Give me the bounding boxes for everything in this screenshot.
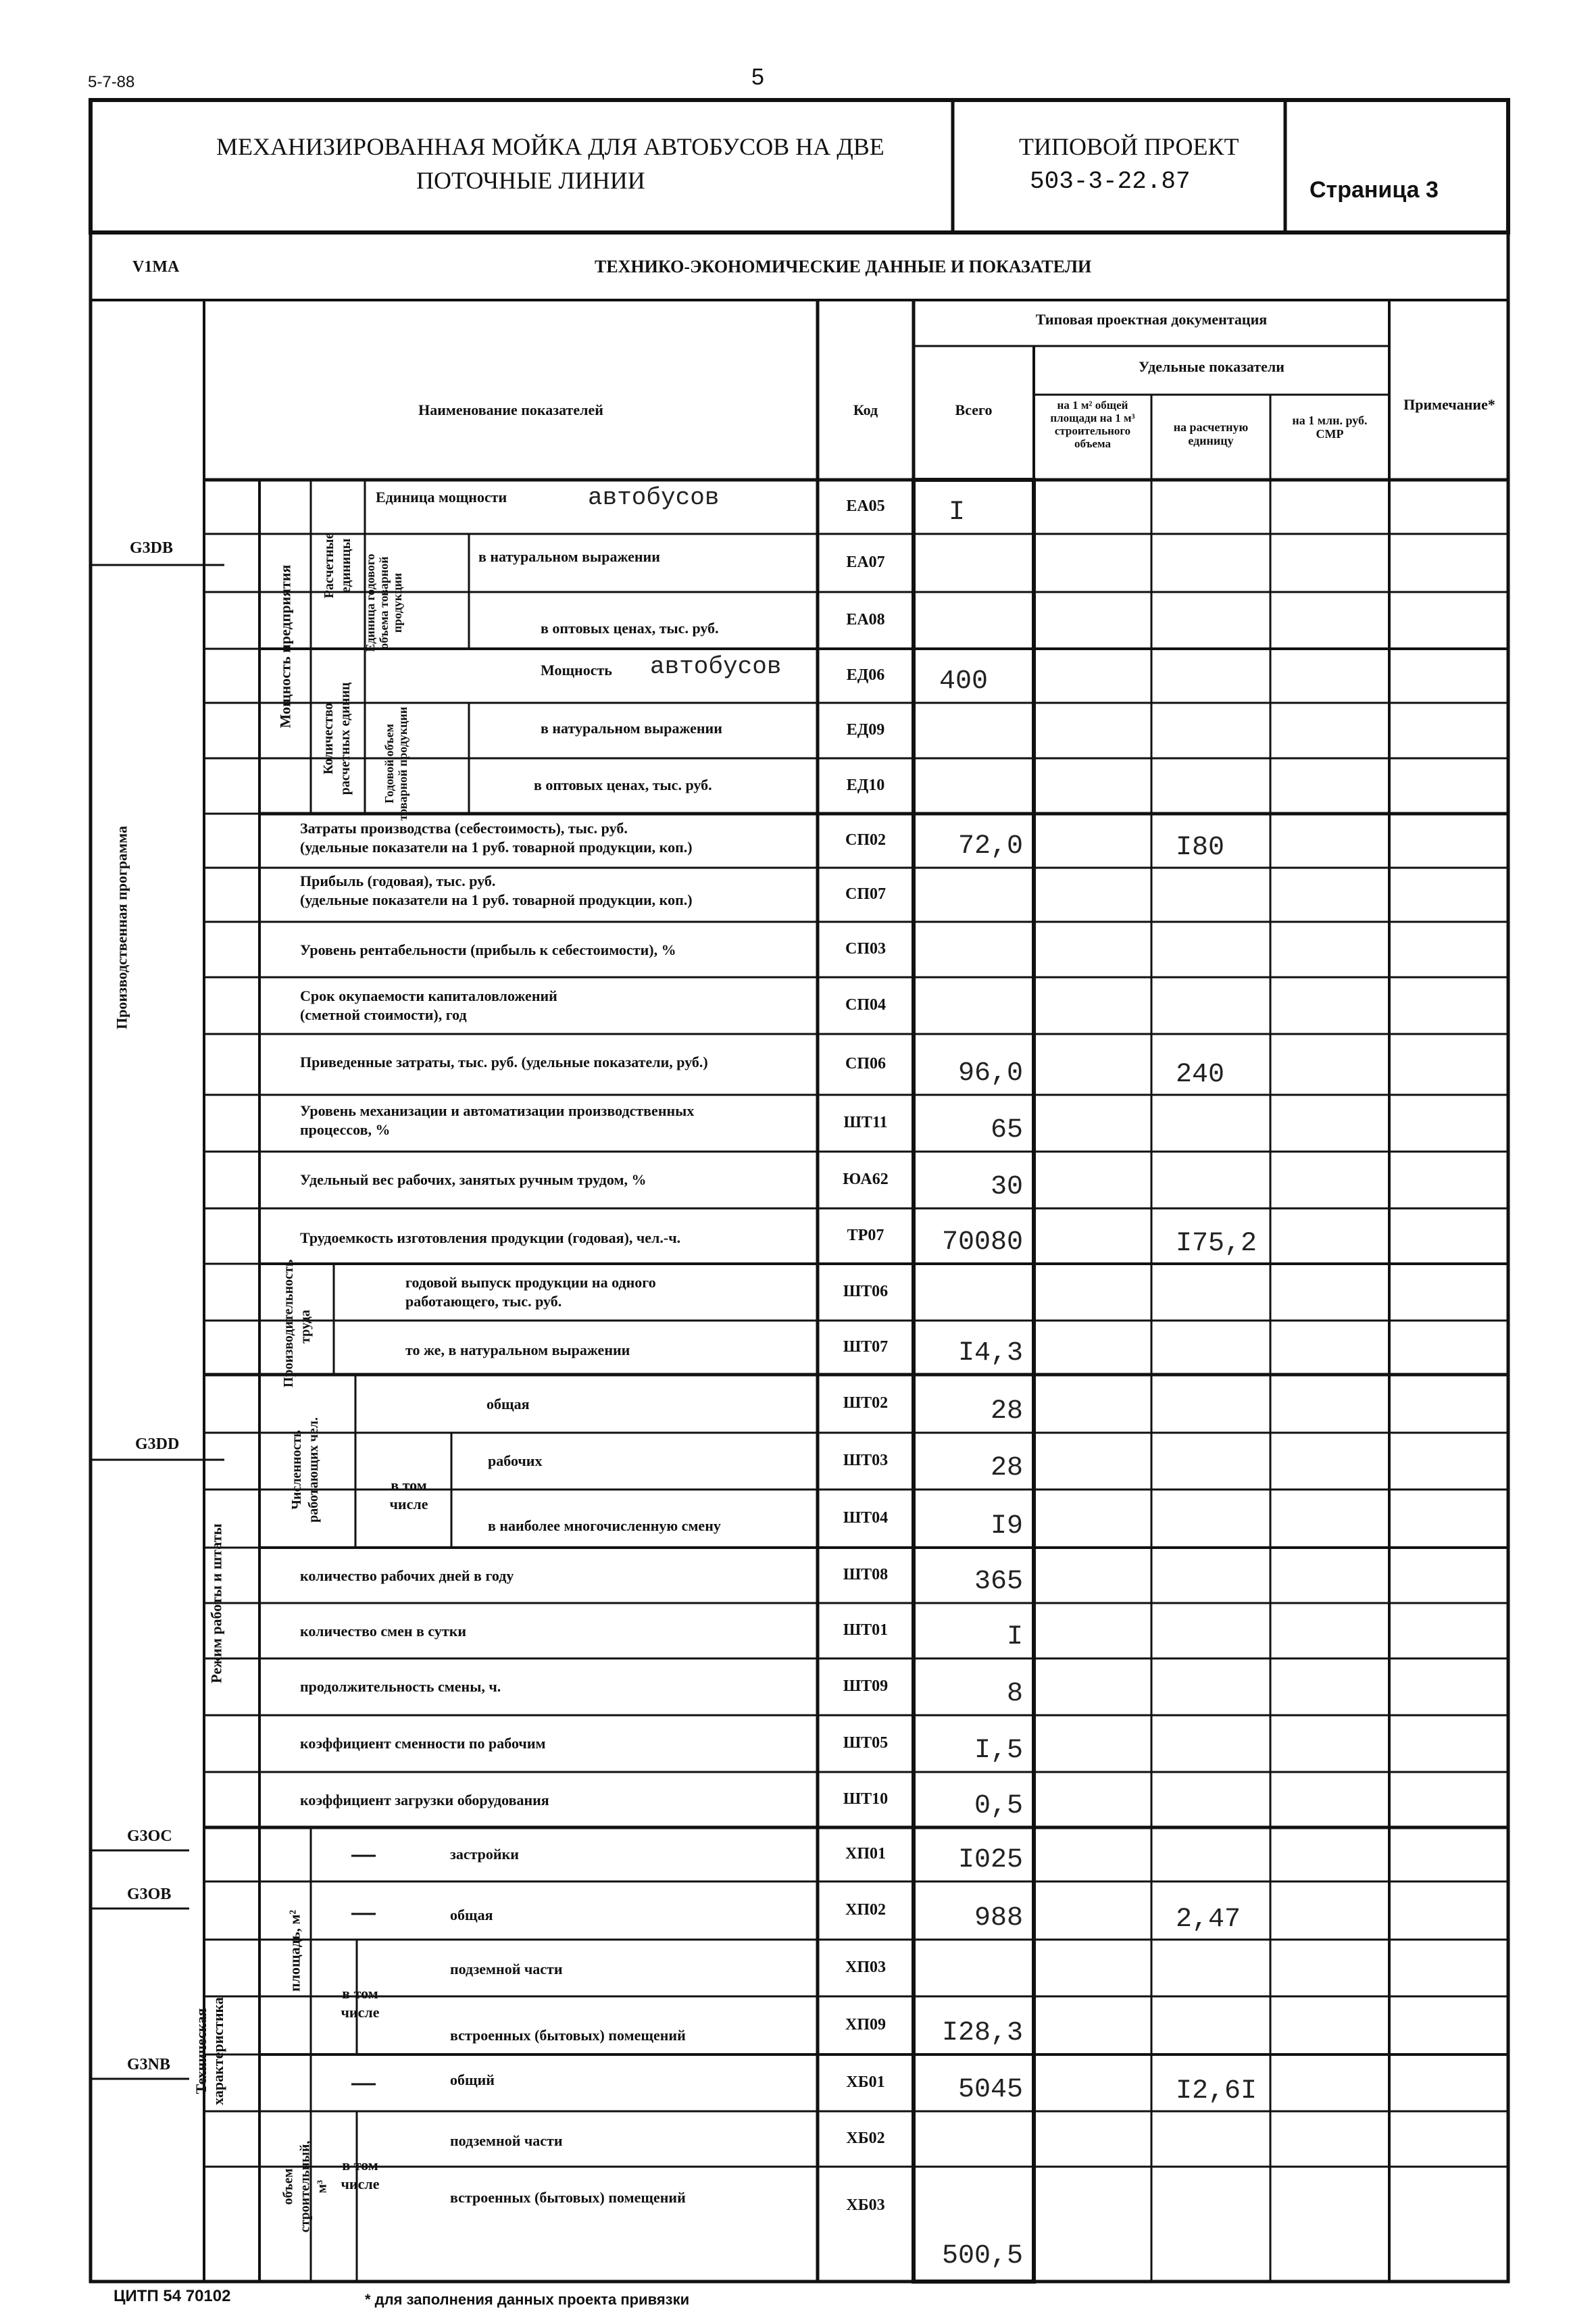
row-label: коэффициент загрузки оборудования bbox=[300, 1792, 549, 1808]
row-code: ТР07 bbox=[847, 1227, 884, 1244]
row-total-value: I,5 bbox=[974, 1736, 1023, 1766]
row-total-value: 5045 bbox=[957, 2075, 1023, 2105]
footer-note: * для заполнения данных проекта привязки bbox=[365, 2291, 690, 2308]
row-code: ШТ05 bbox=[843, 1734, 889, 1752]
group-calc-units-count: Количество расчетных единиц bbox=[321, 682, 353, 795]
row-total-value: I025 bbox=[957, 1845, 1023, 1875]
row-label: годовой выпуск продукции на одного bbox=[405, 1274, 656, 1291]
group-capacity: Мощность предприятия bbox=[276, 564, 294, 729]
row-label: в оптовых ценах, тыс. руб. bbox=[534, 777, 712, 793]
row-code: ШТ11 bbox=[843, 1114, 888, 1131]
title-line-1: МЕХАНИЗИРОВАННАЯ МОЙКА ДЛЯ АВТОБУСОВ НА ДВЕ bbox=[216, 133, 884, 160]
row-label: подземной части bbox=[450, 1961, 563, 1977]
row-code: СП02 bbox=[845, 831, 886, 849]
row-code: ШТ03 bbox=[843, 1452, 889, 1469]
row-per-unit-value: I80 bbox=[1176, 833, 1225, 863]
row-label: Прибыль (годовая), тыс. руб. bbox=[300, 872, 496, 889]
col-per-mln-header: на 1 млн. руб. СМР bbox=[1292, 414, 1368, 441]
col-total-header: Всего bbox=[955, 401, 993, 418]
col-per-unit-header: на расчетную единицу bbox=[1173, 420, 1249, 447]
row-label-continued: работающего, тыс. руб. bbox=[405, 1293, 562, 1310]
row-label: продолжительность смены, ч. bbox=[300, 1678, 501, 1695]
row-label: количество смен в сутки bbox=[300, 1623, 467, 1640]
group-annual-output-vol: Годовой объем товарной продукции bbox=[382, 706, 409, 821]
row-per-unit-value: 240 bbox=[1176, 1060, 1225, 1090]
row-total-value: 500,5 bbox=[941, 2241, 1023, 2271]
group-staff-count: Численность работающих чел. bbox=[289, 1417, 321, 1523]
row-label: общая bbox=[450, 1906, 493, 1923]
row-total-value: I4,3 bbox=[957, 1338, 1023, 1369]
row-total-value: 0,5 bbox=[974, 1791, 1023, 1821]
row-handwritten-unit: автобусов bbox=[588, 484, 720, 512]
group-tech-char: Техническая характеристика bbox=[193, 1997, 226, 2105]
row-total-value: 28 bbox=[990, 1453, 1023, 1483]
project-type: ТИПОВОЙ ПРОЕКТ bbox=[1019, 133, 1239, 160]
row-code: СП07 bbox=[845, 885, 886, 903]
group-labor-productivity: Производительность труда bbox=[281, 1259, 313, 1387]
page-number: 5 bbox=[751, 64, 764, 90]
row-label-continued: (удельные показатели на 1 руб. товарной продукции, коп.) bbox=[300, 891, 693, 908]
row-code: ХБ01 bbox=[846, 2073, 885, 2091]
row-label: Затраты производства (себестоимость), тыс. руб. bbox=[300, 820, 628, 837]
row-label: общий bbox=[450, 2071, 495, 2088]
row-code: ХП02 bbox=[845, 1901, 886, 1919]
row-label: рабочих bbox=[488, 1452, 543, 1469]
row-code: ШТ02 bbox=[843, 1394, 889, 1412]
row-label: Удельный вес рабочих, занятых ручным трудом, % bbox=[300, 1171, 647, 1188]
row-label: общая bbox=[487, 1396, 530, 1412]
row-code: ЕА08 bbox=[846, 611, 885, 629]
title-line-2: ПОТОЧНЫЕ ЛИНИИ bbox=[416, 167, 645, 194]
col-specific-header: Удельные показатели bbox=[1139, 358, 1285, 375]
row-total-value: 96,0 bbox=[957, 1058, 1023, 1089]
row-total-value: 65 bbox=[990, 1115, 1023, 1146]
row-label: Приведенные затраты, тыс. руб. (удельные показатели, руб.) bbox=[300, 1054, 708, 1070]
including-staff: в том числе bbox=[389, 1477, 428, 1512]
side-code-g3nb: G3NB bbox=[127, 2056, 171, 2073]
row-label: застройки bbox=[450, 1846, 519, 1863]
row-code: ШТ04 bbox=[843, 1509, 889, 1527]
row-code: ЕД10 bbox=[846, 777, 885, 794]
row-label: Уровень механизации и автоматизации производственных bbox=[300, 1102, 695, 1119]
row-total-value: 400 bbox=[939, 666, 989, 697]
row-code: СП04 bbox=[845, 996, 886, 1014]
row-code: ШТ10 bbox=[843, 1790, 889, 1808]
group-calc-units: Расчетные единицы bbox=[322, 533, 353, 599]
row-code: ХБ02 bbox=[846, 2130, 885, 2147]
row-code: ШТ07 bbox=[843, 1338, 889, 1356]
row-label-continued: (удельные показатели на 1 руб. товарной продукции, коп.) bbox=[300, 839, 693, 856]
col-per-m2-header: на 1 м² общей площади на 1 м³ строительного объема bbox=[1050, 399, 1135, 450]
row-code: ХП03 bbox=[845, 1959, 886, 1976]
group-volume: объем строительный, м³ bbox=[280, 2140, 330, 2233]
row-code: ЕД06 bbox=[846, 666, 885, 684]
row-label: коэффициент сменности по рабочим bbox=[300, 1735, 546, 1752]
col-typical-header: Типовая проектная документация bbox=[1035, 311, 1268, 328]
side-code-g3db: G3DB bbox=[130, 539, 174, 557]
side-code-g3dd: G3DD bbox=[135, 1435, 180, 1453]
row-label: в натуральном выражении bbox=[541, 720, 722, 737]
row-label-continued: (сметной стоимости), год bbox=[300, 1006, 467, 1023]
group-production-program: Производственная программа bbox=[113, 825, 130, 1030]
row-total-value: 72,0 bbox=[957, 831, 1023, 862]
row-total-value: I28,3 bbox=[941, 2018, 1023, 2048]
row-code: ЕА05 bbox=[846, 497, 885, 515]
row-label: Уровень рентабельности (прибыль к себестоимости), % bbox=[300, 941, 676, 958]
row-per-unit-value: I75,2 bbox=[1176, 1229, 1257, 1259]
row-label: в оптовых ценах, тыс. руб. bbox=[541, 620, 719, 637]
row-label: в натуральном выражении bbox=[478, 548, 660, 565]
row-code: ШТ01 bbox=[843, 1621, 889, 1639]
col-note-header: Примечание* bbox=[1403, 396, 1495, 413]
group-area: площадь, м² bbox=[286, 1910, 303, 1992]
row-total-value: 30 bbox=[990, 1172, 1023, 1202]
row-total-value: I9 bbox=[990, 1511, 1023, 1542]
row-handwritten-unit: автобусов bbox=[650, 653, 782, 681]
row-label: встроенных (бытовых) помещений bbox=[450, 2189, 686, 2206]
row-total-value: 988 bbox=[974, 1903, 1023, 1934]
section-code: V1MA bbox=[132, 258, 180, 276]
page-label: Страница 3 bbox=[1310, 177, 1439, 203]
group-annual-output-unit: Единица годового объема товарной продукции bbox=[364, 553, 404, 652]
doc-number: 5-7-88 bbox=[88, 73, 135, 91]
row-total-value: I bbox=[949, 497, 966, 528]
row-code: ХП01 bbox=[845, 1845, 886, 1863]
section-title: ТЕХНИКО-ЭКОНОМИЧЕСКИЕ ДАННЫЕ И ПОКАЗАТЕЛИ bbox=[595, 257, 1092, 276]
row-code: ЕА07 bbox=[846, 553, 885, 571]
row-label: количество рабочих дней в году bbox=[300, 1567, 514, 1584]
row-total-value: 8 bbox=[1006, 1679, 1023, 1709]
row-code: СП03 bbox=[845, 940, 886, 958]
row-label: то же, в натуральном выражении bbox=[405, 1341, 630, 1358]
row-code: ШТ08 bbox=[843, 1566, 889, 1583]
side-code-g3ob: G3OB bbox=[127, 1886, 172, 1903]
row-code: ХП09 bbox=[845, 2016, 886, 2034]
row-code: ХБ03 bbox=[846, 2196, 885, 2214]
row-per-unit-value: I2,6I bbox=[1176, 2076, 1257, 2107]
row-code: ШТ06 bbox=[843, 1283, 889, 1300]
row-code: СП06 bbox=[845, 1055, 886, 1073]
group-work-mode: Режим работы и штаты bbox=[207, 1523, 225, 1683]
side-code-g3oc: G3OC bbox=[127, 1827, 172, 1845]
row-label: подземной части bbox=[450, 2132, 563, 2149]
col-code-header: Код bbox=[853, 401, 878, 418]
row-per-unit-value: 2,47 bbox=[1176, 1904, 1241, 1935]
row-total-value: 70080 bbox=[941, 1227, 1023, 1258]
row-label: Трудоемкость изготовления продукции (годовая), чел.-ч. bbox=[300, 1229, 681, 1246]
row-total-value: I bbox=[1006, 1622, 1023, 1652]
row-label: в наиболее многочисленную смену bbox=[488, 1517, 721, 1534]
row-label: Мощность bbox=[541, 662, 612, 679]
row-total-value: 28 bbox=[990, 1396, 1023, 1427]
row-label: Срок окупаемости капиталовложений bbox=[300, 987, 557, 1004]
row-code: ЮА62 bbox=[843, 1171, 889, 1188]
col-name-header: Наименование показателей bbox=[418, 401, 603, 418]
footer-org: ЦИТП 54 70102 bbox=[114, 2287, 231, 2305]
row-code: ШТ09 bbox=[843, 1677, 889, 1695]
project-code: 503-3-22.87 bbox=[1030, 168, 1191, 195]
row-label: Единица мощности bbox=[376, 489, 507, 506]
row-label: встроенных (бытовых) помещений bbox=[450, 2027, 686, 2044]
row-code: ЕД09 bbox=[846, 721, 885, 739]
row-total-value: 365 bbox=[974, 1567, 1023, 1597]
including-volume: в том числе bbox=[341, 2157, 380, 2192]
including-area: в том числе bbox=[341, 1985, 380, 2021]
row-label-continued: процессов, % bbox=[300, 1121, 391, 1138]
